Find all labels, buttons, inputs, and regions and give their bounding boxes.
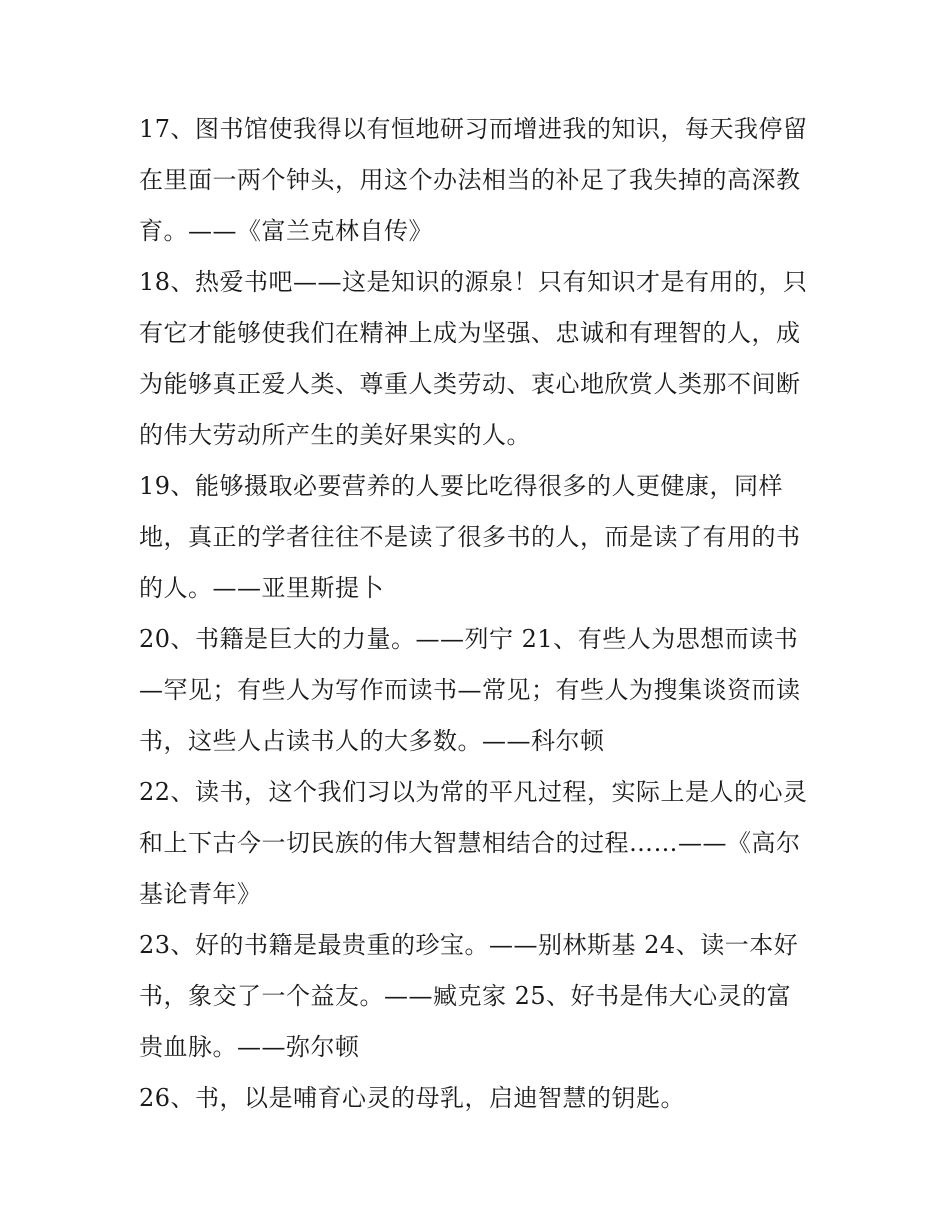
text-line: 18、热爱书吧——这是知识的源泉！只有知识才是有用的，只 <box>139 268 808 296</box>
text-line: 书，象交了一个益友。——臧克家 25、好书是伟大心灵的富 <box>139 982 792 1010</box>
text-line: 23、好的书籍是最贵重的珍宝。——别林斯基 24、读一本好 <box>139 931 799 959</box>
document-body <box>139 104 819 1124</box>
text-line: 为能够真正爱人类、尊重人类劳动、衷心地欣赏人类那不间断 <box>139 370 801 398</box>
text-line: —罕见；有些人为写作而读书—常见；有些人为搜集谈资而读 <box>139 676 801 704</box>
text-line: 地，真正的学者往往不是读了很多书的人，而是读了有用的书 <box>139 523 801 551</box>
text-line: 26、书，以是哺育心灵的母乳，启迪智慧的钥匙。 <box>139 1084 686 1112</box>
text-line: 书，这些人占读书人的大多数。——科尔顿 <box>139 727 605 755</box>
text-line: 的伟大劳动所产生的美好果实的人。 <box>139 421 531 449</box>
text-line: 有它才能够使我们在精神上成为坚强、忠诚和有理智的人，成 <box>139 319 801 347</box>
text-line: 基论青年》 <box>139 880 262 908</box>
text-line: 在里面一两个钟头，用这个办法相当的补足了我失掉的高深教 <box>139 166 801 194</box>
text-line: 贵血脉。——弥尔顿 <box>139 1033 360 1061</box>
text-line: 育。——《富兰克林自传》 <box>139 217 433 245</box>
text-line: 的人。——亚里斯提卜 <box>139 574 384 602</box>
text-line: 和上下古今一切民族的伟大智慧相结合的过程……——《高尔 <box>139 829 801 857</box>
text-line: 17、图书馆使我得以有恒地研习而增进我的知识，每天我停留 <box>139 115 808 143</box>
text-line: 19、能够摄取必要营养的人要比吃得很多的人更健康，同样 <box>139 472 784 500</box>
text-line: 22、读书，这个我们习以为常的平凡过程，实际上是人的心灵 <box>139 778 808 806</box>
text-line: 20、书籍是巨大的力量。——列宁 21、有些人为思想而读书 <box>139 625 799 653</box>
